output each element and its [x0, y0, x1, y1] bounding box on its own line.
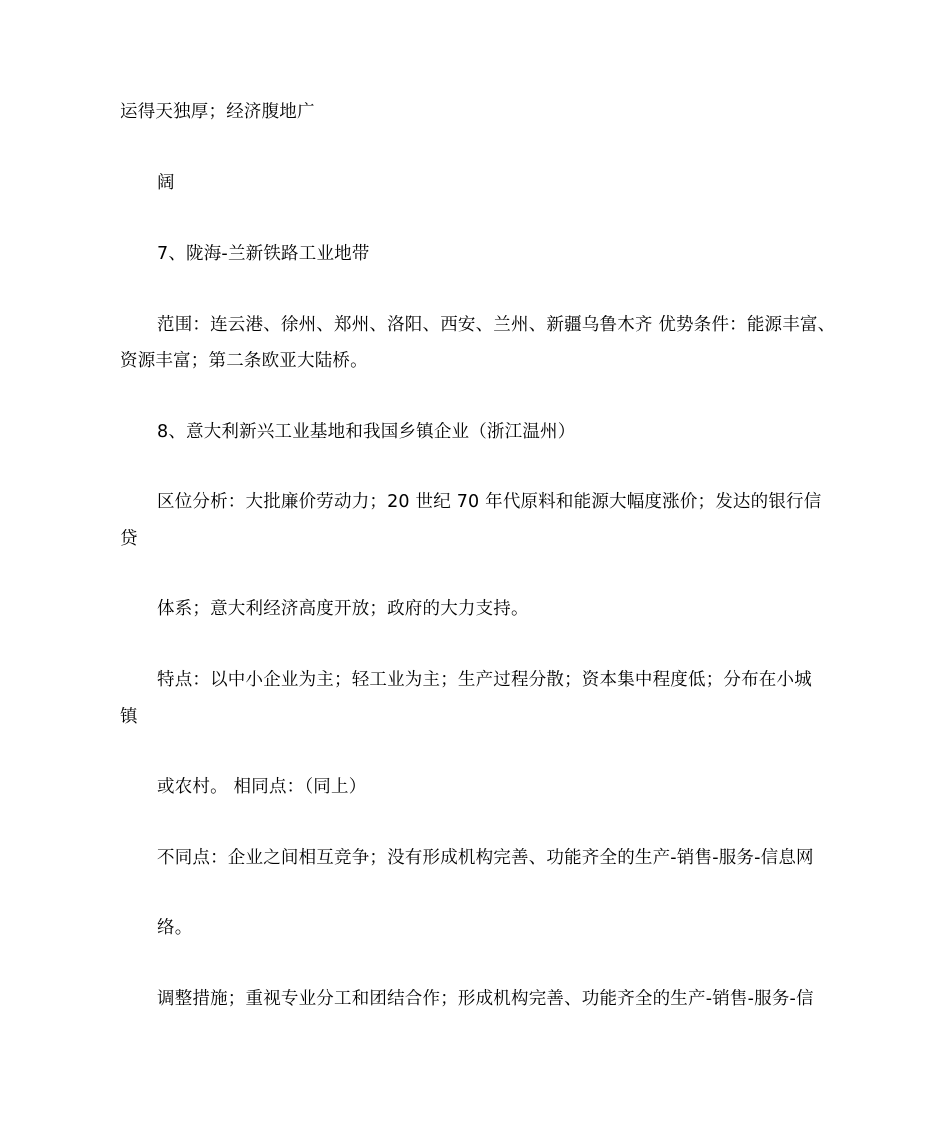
section-heading: 7、陇海-兰新铁路工业地带	[157, 244, 370, 264]
text-line: 资源丰富；第二条欧亚大陆桥。	[120, 351, 368, 371]
text-line: 不同点：企业之间相互竞争；没有形成机构完善、功能齐全的生产-销售-服务-信息网	[157, 848, 814, 868]
text-line: 阔	[157, 173, 175, 193]
text-line: 区位分析：大批廉价劳动力；20 世纪 70 年代原料和能源大幅度涨价；发达的银行信	[157, 492, 822, 512]
text-line: 络。	[157, 918, 193, 938]
text-line: 特点：以中小企业为主；轻工业为主；生产过程分散；资本集中程度低；分布在小城	[157, 670, 812, 690]
text-line: 体系；意大利经济高度开放；政府的大力支持。	[157, 599, 529, 619]
text-line: 运得天独厚；经济腹地广	[120, 102, 315, 122]
section-heading: 8、意大利新兴工业基地和我国乡镇企业（浙江温州）	[157, 422, 576, 442]
text-line: 或农村。 相同点：（同上）	[157, 777, 367, 797]
text-line: 镇	[120, 707, 138, 727]
text-line: 贷	[120, 529, 138, 549]
text-line: 范围：连云港、徐州、郑州、洛阳、西安、兰州、新疆乌鲁木齐 优势条件：能源丰富、	[157, 315, 836, 335]
text-line: 调整措施；重视专业分工和团结合作；形成机构完善、功能齐全的生产-销售-服务-信	[157, 989, 814, 1009]
